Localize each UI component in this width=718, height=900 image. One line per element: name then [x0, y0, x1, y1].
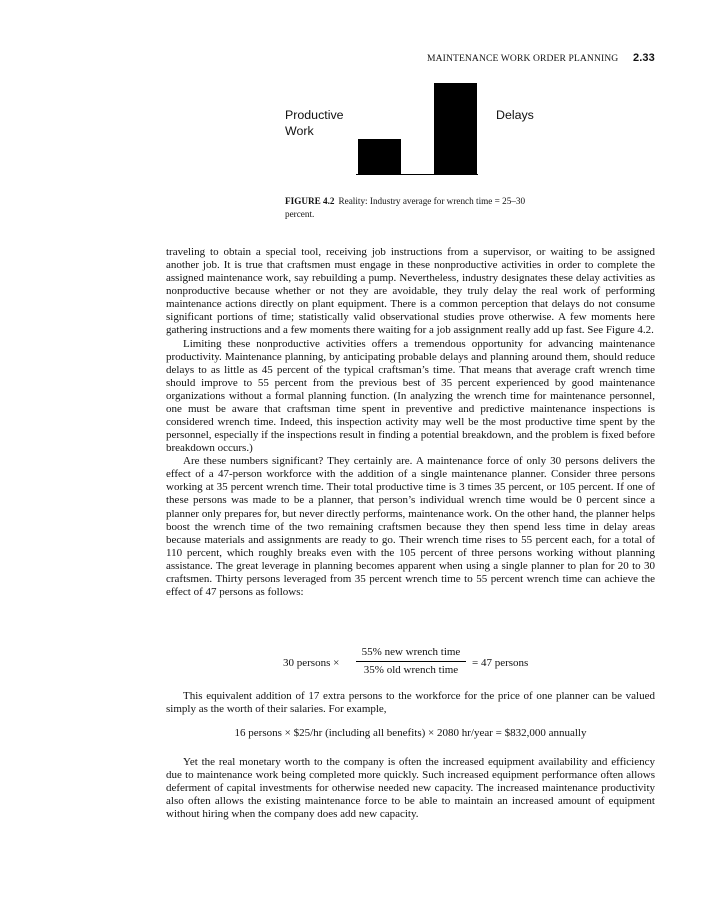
figure-caption-text: Reality: Industry average for wrench time = 25–30 percent. [285, 196, 526, 219]
paragraph-2: Limiting these nonproductive activities offers a tremendous opportunity for advancing maintenance productivity. Maintenance planning, by anticipating probable delays and planning around them, should reduce delays to as little as 45 percent of the typical craftsman’s time. That means that average craft wrench time should improve to 55 percent from the previous best of 35 percent experienced by good maintenance organizations without a formal planning function. (In analyzing the wrench time for maintenance personnel, one must be aware that craftsman time spent in preventive and predictive maintenance inspections is considered wrench time. Indeed, this inspection activity may well be the most productive time spent by the personnel, especially if the inspections result in finding a potential breakdown, and the problem is fixed before breakdown occurs.) [166, 337, 655, 455]
page-number: 2.33 [633, 52, 655, 64]
productive-work-label: Productive Work [285, 108, 344, 138]
equation-numerator: 55% new wrench time [361, 646, 461, 658]
salary-equation: 16 persons × $25/hr (including all benefits) × 2080 hr/year = $832,000 annually [234, 727, 587, 739]
persons-equation [283, 646, 563, 680]
paragraph-5: Yet the real monetary worth to the company is often the increased equipment availability and efficiency due to maintenance work being completed more quickly. Such increased equipment performance often allows deferment of capital investments for otherwise needed new capacity. The increased maintenance productivity also often allows the existing maintenance force to be able to maintain an increased amount of equipment without hiring when the company does add new capacity. [166, 756, 655, 821]
fraction-bar [356, 661, 466, 662]
delays-label: Delays [496, 108, 534, 122]
paragraph-4: This equivalent addition of 17 extra persons to the workforce for the price of one planner can be valued simply as the worth of their salaries. For example, [166, 690, 655, 716]
delays-bar [434, 83, 477, 174]
figure-number: FIGURE 4.2 [285, 196, 335, 206]
equation-lhs: 30 persons × [283, 657, 340, 669]
body-text-middle [166, 690, 655, 716]
paragraph-1: traveling to obtain a special tool, receiving job instructions from a supervisor, or waiting to be assigned another job. It is true that craftsmen must engage in these nonproductive activities in order to complete the assigned maintenance work, say rebuilding a pump. Nevertheless, industry designates these delay activities as nonproductive because whether or not they are avoidable, they truly delay the real work of performing maintenance actions directly on plant equipment. There is a common perception that delays do not consume significant portions of time; statistically valid observational studies prove otherwise. A few moments here gathering instructions and a few moments there waiting for a job assignment really add up fast. See Figure 4.2. [166, 246, 655, 337]
productive-work-bar [358, 139, 401, 174]
equation-denominator: 35% old wrench time [363, 664, 459, 676]
figure-caption [285, 195, 547, 220]
body-text-bottom [166, 756, 655, 821]
body-text-top [166, 246, 655, 599]
running-title: MAINTENANCE WORK ORDER PLANNING [427, 53, 619, 64]
equation-rhs: = 47 persons [472, 657, 529, 669]
figure-baseline [356, 174, 478, 175]
paragraph-3: Are these numbers significant? They certainly are. A maintenance force of only 30 persons delivers the effect of a 47-person workforce with the addition of a single maintenance planner. Consider three persons working at 35 percent wrench time. Their total productive time is 3 times 35 percent, or 105 percent. If one of these persons was made to be a planner, that person’s individual wrench time would be 0 percent since a planner only prepares for, but never directly performs, maintenance work. On the other hand, the planner helps boost the wrench time of the two remaining craftsmen because they then spend less time in delay areas because materials and assignments are ready to go. Their wrench time rises to 55 percent each, for a total of 110 percent, which roughly breaks even with the 105 percent of three persons working without planning assistance. The great leverage in planning becomes apparent when using a single planner to plan for 20 to 30 craftsmen. Thirty persons leveraged from 35 percent wrench time to 55 percent wrench time can achieve the effect of 47 persons as follows: [166, 455, 655, 599]
